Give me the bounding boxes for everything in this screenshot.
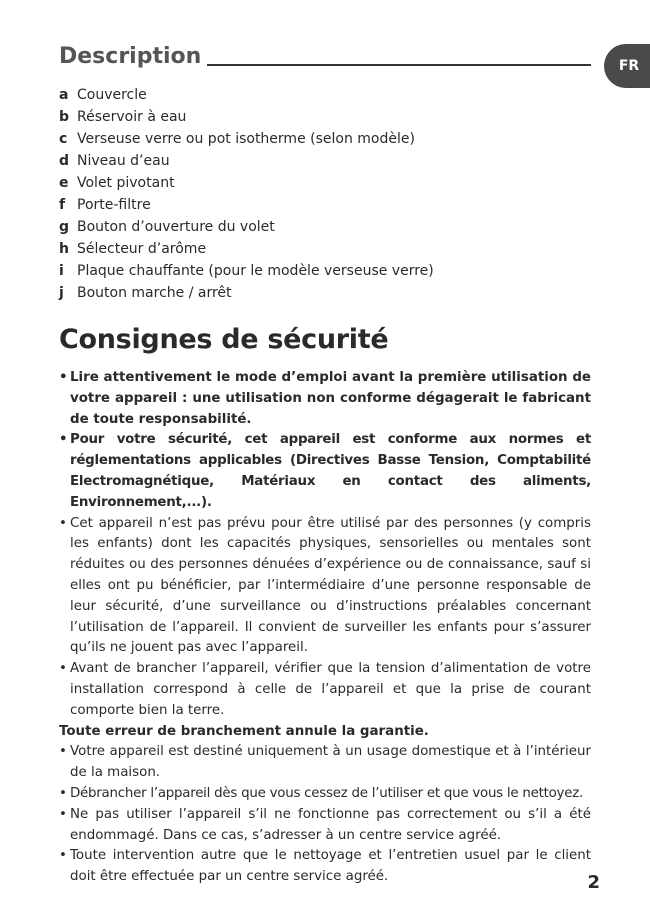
description-title: Description	[59, 44, 202, 69]
item-text: Verseuse verre ou pot isotherme (selon modèle)	[77, 131, 415, 147]
item-letter: h	[59, 241, 69, 257]
safety-list	[59, 368, 591, 888]
item-letter: a	[59, 87, 69, 103]
safety-item: • Cet appareil n’est pas prévu pour être utilisé par des personnes (y compris les enfants) dont les capacités physiques, sensorielles ou mentales sont réduites ou des personnes dénuées d’expérience ou de connaissance, sauf si elles ont pu bénéficier, par l’intermédiaire d’une personne responsable de leur sécurité, d’une surveillance ou d’instructions préalables concernant l’utilisation de l’appareil. Il convient de surveiller les enfants pour s’assurer qu’ils ne jouent pas avec l’appareil.	[59, 514, 591, 660]
safety-item: • Avant de brancher l’appareil, vérifier que la tension d’alimentation de votre installation correspond à celle de l’appareil et que la prise de courant comporte bien la terre.	[59, 659, 591, 721]
parts-list-item	[59, 260, 434, 282]
safety-item: • Débrancher l’appareil dès que vous cessez de l’utiliser et que vous le nettoyez.	[59, 784, 591, 805]
parts-list-item	[59, 282, 434, 304]
item-text: Plaque chauffante (pour le modèle verseuse verre)	[77, 263, 434, 279]
parts-list-item	[59, 84, 434, 106]
item-letter: c	[59, 131, 68, 147]
parts-list-item	[59, 150, 434, 172]
item-letter: b	[59, 109, 70, 125]
parts-list-item	[59, 238, 434, 260]
parts-list-item	[59, 194, 434, 216]
safety-item: • Pour votre sécurité, cet appareil est conforme aux normes et réglementations applicables (Directives Basse Tension, Comptabilité Electromagnétique, Matériaux en contact des aliments, Environnement,...).	[59, 430, 591, 513]
item-text: Couvercle	[77, 87, 147, 103]
safety-item: • Lire attentivement le mode d’emploi avant la première utilisation de votre appareil : une utilisation non conforme dégagerait le fabricant de toute responsabilité.	[59, 368, 591, 430]
item-text: Niveau d’eau	[77, 153, 170, 169]
item-text: Bouton d’ouverture du volet	[77, 219, 275, 235]
description-heading	[59, 43, 591, 71]
item-letter: i	[59, 263, 64, 279]
parts-list-item	[59, 172, 434, 194]
safety-title: Consignes de sécurité	[59, 324, 389, 355]
safety-item: • Ne pas utiliser l’appareil s’il ne fonctionne pas correctement ou s’il a été endommagé. Dans ce cas, s’adresser à un centre service agréé.	[59, 805, 591, 847]
safety-item: • Toute intervention autre que le nettoyage et l’entretien usuel par le client doit être effectuée par un centre service agréé.	[59, 846, 591, 888]
language-tab: FR	[604, 44, 650, 88]
parts-list-item	[59, 216, 434, 238]
page-number: 2	[587, 872, 600, 893]
parts-list-item	[59, 128, 434, 150]
heading-rule	[207, 64, 591, 66]
item-text: Porte-filtre	[77, 197, 151, 213]
item-text: Sélecteur d’arôme	[77, 241, 207, 257]
item-letter: e	[59, 175, 69, 191]
warranty-note: Toute erreur de branchement annule la garantie.	[59, 723, 429, 739]
item-text: Réservoir à eau	[77, 109, 187, 125]
item-text: Volet pivotant	[77, 175, 175, 191]
item-letter: g	[59, 219, 70, 235]
item-letter: f	[59, 197, 66, 213]
parts-list-item	[59, 106, 434, 128]
item-letter: j	[59, 285, 64, 301]
item-letter: d	[59, 153, 70, 169]
parts-list	[59, 84, 434, 304]
item-text: Bouton marche / arrêt	[77, 285, 232, 301]
safety-item: • Votre appareil est destiné uniquement à un usage domestique et à l’intérieur de la maison.	[59, 742, 591, 784]
